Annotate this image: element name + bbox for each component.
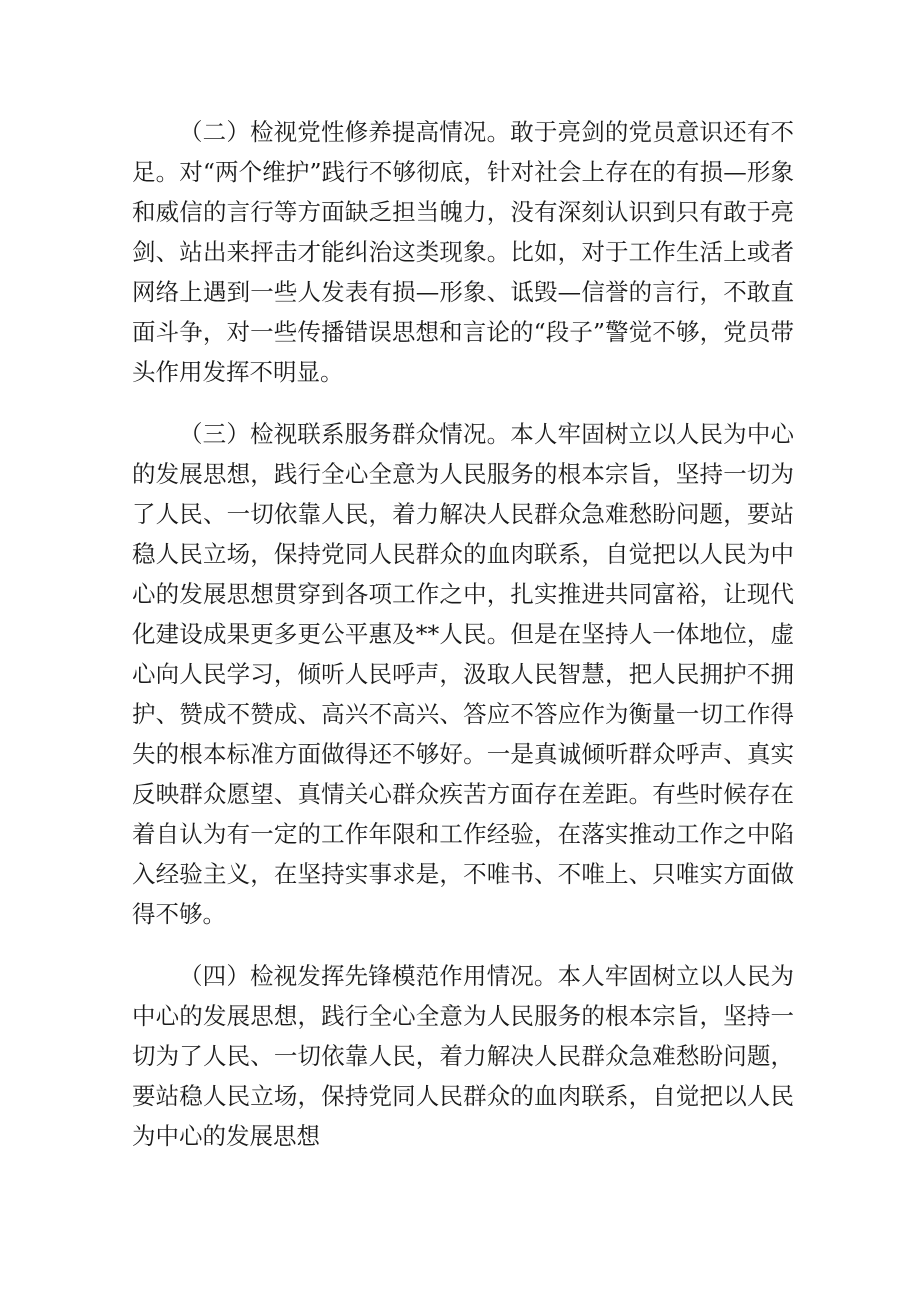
paragraph-serving-masses-review: （三）检视联系服务群众情况。本人牢固树立以人民为中心的发展思想，践行全心全意为人民服务的根本宗旨，坚持一切为了人民、一切依靠人民，着力解决人民群众急难愁盼问题，要站稳人民立场，保持党同人民群众的血肉联系，自觉把以人民为中心的发展思想贯穿到各项工作之中，扎实推进共同富裕，让现代化建设成果更多更公平惠及**人民。但是在坚持人一体地位，虚心向人民学习，倾听人民呼声，汲取人民智慧，把人民拥护不拥护、赞成不赞成、高兴不高兴、答应不答应作为衡量一切工作得失的根本标准方面做得还不够好。一是真诚倾听群众呼声、真实反映群众愿望、真情关心群众疾苦方面存在差距。有些时候存在着自认为有一定的工作年限和工作经验，在落实推动工作之中陷入经验主义，在坚持实事求是，不唯书、不唯上、只唯实方面做得不够。 (132, 420, 794, 928)
paragraph-party-spirit-review: （二）检视党性修养提高情况。敢于亮剑的党员意识还有不足。对“两个维护”践行不够彻底，针对社会上存在的有损—形象和威信的言行等方面缺乏担当魄力，没有深刻认识到只有敢于亮剑、站出来抨击才能纠治这类现象。比如，对于工作生活上或者网络上遇到一些人发表有损—形象、诋毁—信誉的言行，不敢直面斗争，对一些传播错误思想和言论的“段子”警觉不够，党员带头作用发挥不明显。 (132, 118, 794, 386)
document-body (132, 112, 794, 1156)
paragraph-vanguard-role-review: （四）检视发挥先锋模范作用情况。本人牢固树立以人民为中心的发展思想，践行全心全意为人民服务的根本宗旨，坚持一切为了人民、一切依靠人民，着力解决人民群众急难愁盼问题，要站稳人民立场，保持党同人民群众的血肉联系，自觉把以人民为中心的发展思想 (132, 962, 794, 1150)
